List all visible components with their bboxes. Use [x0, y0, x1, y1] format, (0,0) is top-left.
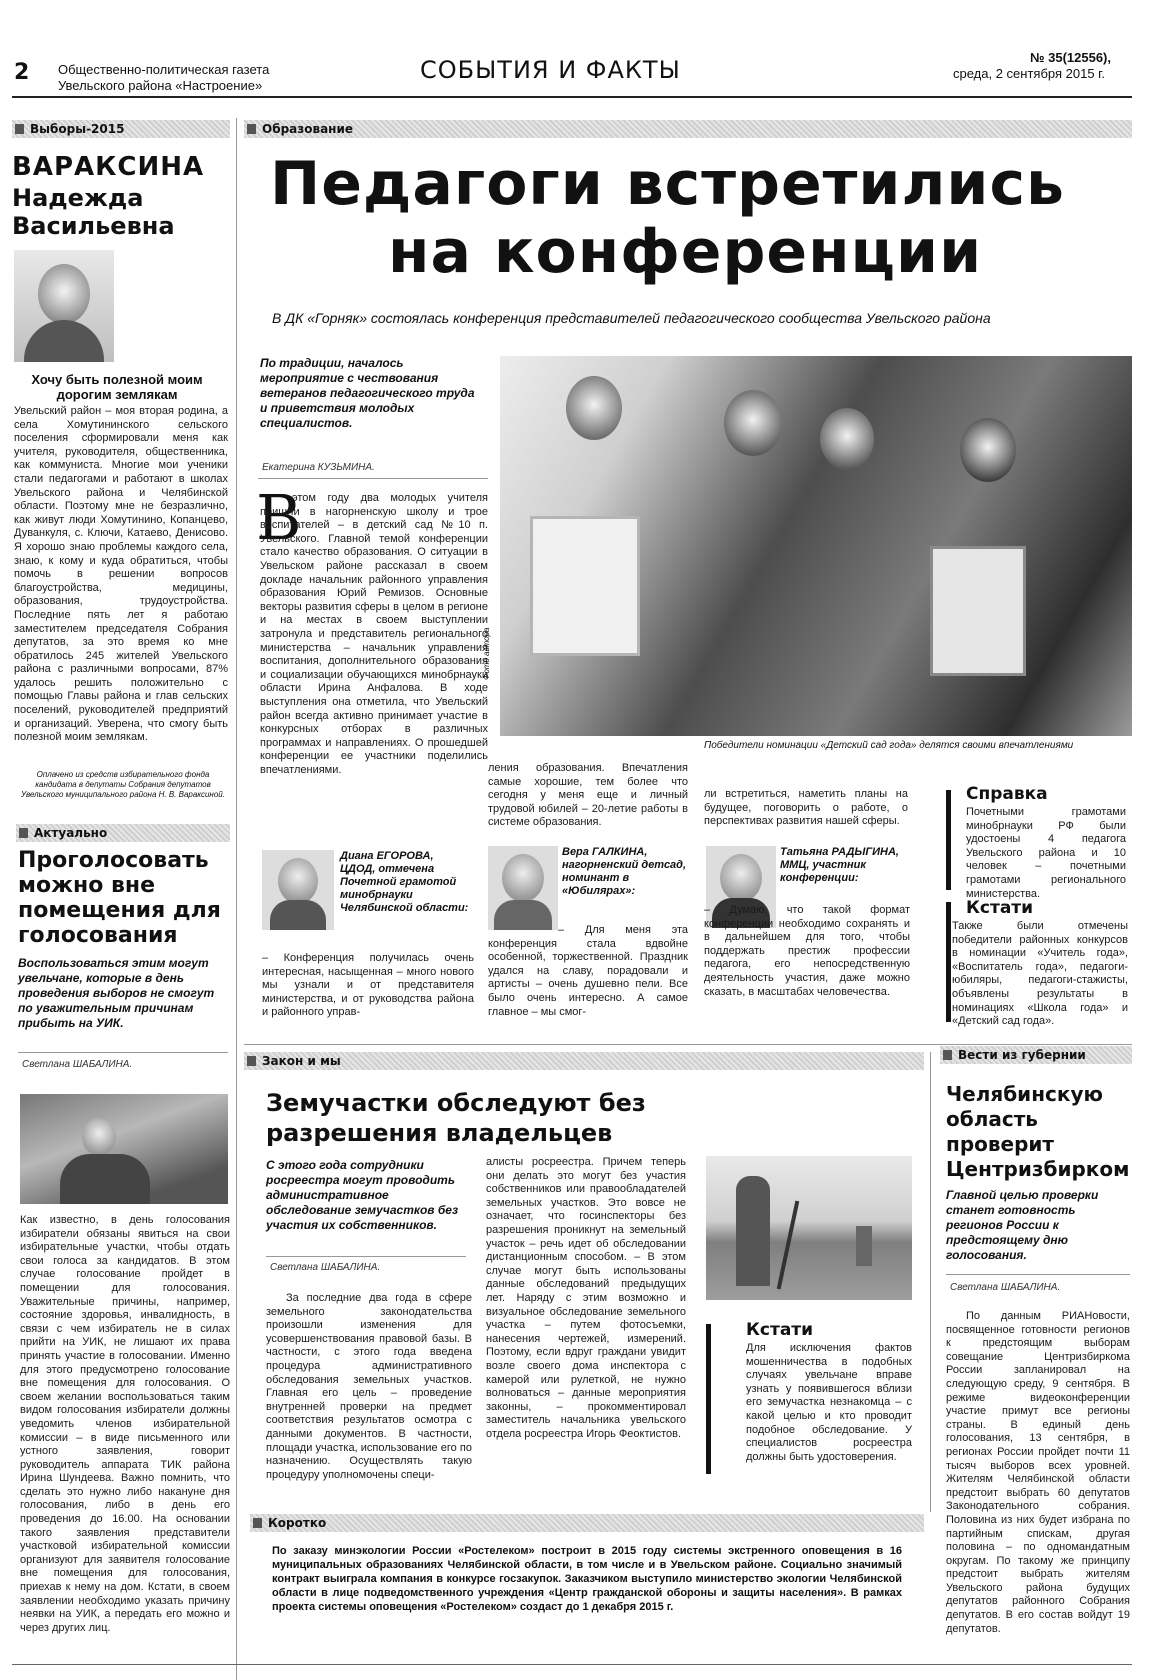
zakon-author-divider [266, 1256, 466, 1257]
candidate-patronymic: Васильевна [12, 212, 175, 240]
issue-date: среда, 2 сентября 2015 г. [953, 66, 1105, 81]
education-body-col1: этом году два молодых учителя пришли в нагорненскую школу и трое воспитателей – в детский сад №10 п. Увельского. Главной темой конференции стало качество образования. О ситуации в Увельском районе рассказал в своем докладе начальник районного управления образования Юрий Ремизов. Основные векторы развития сферы в целом в регионе и на местах в своем выступлении затронула и представитель регионального министерства – начальник управления воспитания, дополнительного образования и социализации обучающихся минобрнауки области Ирина Анфалова. В ходе выступления она отметила, что Увельский район всегда активно принимает участие в конкурсных отборах в различных программах и направлениях. О прошедшей конференции ее участники поделились впечатлениями. [260, 492, 488, 776]
rubric-gubernia-label: Вести из губернии [958, 1048, 1086, 1062]
rubric-korotko [250, 1514, 924, 1532]
education-body-col3: ли встретиться, наметить планы на будущее, поговорить о работе, о перспективах развития нашей сферы. [704, 788, 908, 828]
aktualno-body: Как известно, в день голосования избиратели обязаны явиться на свои избирательные участки, чтобы отдать свои голоса за кандидатов. В этом случае голосование пройдет в помещении для голосования. Уважительные причины, например, состояние здоровья, инвалидность, в связи с чем избиратель не в силах прийти на УИК, не лишают их права принять участие в голосовании. Именно для этого предусмотрено голосование вне помещения для голосования. О своем желании воспользоваться таким видом голосования избиратели должны уведомить членов избирательной комиссии – в виде письменного или устного заявления, говорит руководитель аппарата ТИК района Ирина Шундеева. Важно помнить, что сделать это нужно либо накануне дня голосования, либо в день его проведения до 16.00. На основании такого заявления представители участковой избирательной комиссии организуют для заявителя голосование вне помещения для голосования, приехав к нему на дом. Кстати, в своем заявлении необходимо указать причину неявки на УИК, а передать его можно и через других лиц. [20, 1214, 230, 1634]
gubernia-author-divider [946, 1274, 1130, 1275]
kstati-bar [946, 902, 951, 1022]
zakon-kstati-bar [706, 1324, 711, 1474]
korotko-text: По заказу минэкологии России «Ростелеком» построит в 2015 году системы экстренного оповещения в 16 муниципальных образованиях Челябинской области, в том числе и в Увельском районе. Социально значимый контракт выиграла компания в конкурсе госзакупок. Заказчиком выступило министерство экологии Челябинской области в лице подведомственного учреждения «Центр гражданской обороны и защиты населения». В рамках проекта системы оповещения «Ростелеком» создаст до 1 декабря 2015 г. [272, 1545, 902, 1613]
zakon-body-col2: алисты росреестра. Причем теперь они делать это могут без участия собственников или правообладателей земельных участков. Это вовсе не означает, что госинспекторы без разрешения проникнут на земельный участок – речь идет об обследовании дистанционным способом. – В этом случае могут быть использованы данные обследований предыдущих лет. Наряду с этим возможно и визуальное обследование земельного участка – путем фотосъемки, нанесения чертежей, измерений. Поэтому, если вдруг граждани увидит возле своего дома инспектора с камерой или рулеткой, не нужно волноваться – данные мероприятия законны, – прокомментировал заместитель начальника увельского отдела росреестра Игорь Феоктистов. [486, 1156, 686, 1440]
issue-number: № 35(12556), [1030, 50, 1111, 65]
candidate-surname: ВАРАКСИНА [12, 152, 205, 182]
education-body-col2: ления образования. Впечатления самые хорошие, тем более что сегодня у меня еще и личный трудовой юбилей – 20-летие работы в системе образования. [488, 762, 688, 829]
zakon-body-col1: За последние два года в сфере земельного законодательства произошли изменения для усовершенствования правовой базы. В частности, с этого года введена процедура административного обследования земельных участков. Главная его цель – проведение внутренней проверки на предмет соответствия результатов осмотра с данными документов. В частности, площади участка, использование его по назначению. Осуществлять такую процедуру уполномочены специ- [266, 1292, 472, 1481]
spravka-title: Справка [966, 784, 1048, 804]
education-main-photo [500, 356, 1132, 736]
rubric-zakon-label: Закон и мы [262, 1054, 341, 1068]
rubric-education [244, 120, 1132, 138]
spravka-bar [946, 790, 951, 890]
zakon-photo [706, 1156, 912, 1300]
education-title-line1: Педагоги встретились [270, 149, 1065, 219]
quote1-name: Диана ЕГОРОВА, ЦДОД, отмечена Почетной грамотой минобрнауки Челябинской области: [340, 850, 469, 914]
section-title: СОБЫТИЯ И ФАКТЫ [420, 56, 681, 84]
right-column-separator [930, 1052, 931, 1512]
rubric-zakon [244, 1052, 924, 1070]
paper-title-line1: Общественно-политическая газета [58, 62, 270, 77]
aktualno-lead: Воспользоваться этим могут увельчане, которые в день проведения выборов не смогут по уважительным причинам прибыть на УИК. [18, 956, 215, 1030]
education-dropcap: В [256, 481, 302, 554]
quote3-name: Татьяна РАДЫГИНА, ММЦ, участник конференции: [780, 846, 899, 884]
zakon-kstati-text: Для исключения фактов мошенничества в подобных случаях увельчане вправе узнать у появившегося вблизи его земучастка незнакомца – с какой целью и кто проводит подобное обследование. У специалистов росреестра должны быть удостоверения. [746, 1342, 912, 1463]
zakon-kstati-title: Кстати [746, 1320, 814, 1340]
gubernia-title: Челябинскую область проверит Центризбирком [946, 1082, 1130, 1181]
zakon-lead: С этого года сотрудники росреестра могут проводить административное обследование земучастков без участия их собственников. [266, 1158, 459, 1232]
education-title-line2: на конференции [388, 217, 983, 287]
quote3-text: – Думаю, что такой формат конференции необходимо сохранять и в дальнейшем для того, чтобы поддержать престиж профессии педагога, его непосредственную деятельность участия, даже можно сказать, в масштабах человечества. [704, 904, 910, 998]
aktualno-photo [20, 1094, 228, 1204]
zakon-title: Земучастки обследуют без разрешения владельцев [266, 1089, 646, 1147]
gubernia-author: Светлана ШАБАЛИНА. [950, 1282, 1061, 1293]
education-author-divider [258, 478, 488, 479]
aktualno-author: Светлана ШАБАЛИНА. [22, 1059, 133, 1070]
rubric-gubernia [940, 1046, 1132, 1064]
education-author: Екатерина КУЗЬМИНА. [262, 462, 375, 473]
header-rule [12, 96, 1132, 98]
paid-note: Оплачено из средств избирательного фонда кандидата в депутаты Собрания депутатов Увельского муниципального района Н. В. Вараксиной. [21, 770, 225, 799]
quote2-text: – Для меня эта конференция стала вдвойне особенной, торжественной. Праздник удался на славу, порадовали и артисты – очень душевно пели. Все было очень интересно. А самое главное – мы смог- [488, 924, 688, 1018]
education-lead: По традиции, началось мероприятие с чествования ветеранов педагогического труда и приветствия молодых специалистов. [260, 356, 475, 430]
gubernia-lead: Главной целью проверки станет готовность регионов России к предстоящему дню голосования. [946, 1188, 1099, 1262]
quote1-text: – Конференция получилась очень интересная, насыщенная – много нового мы узнали и от представителя министерства, и от руководства района и районного управ- [262, 952, 474, 1019]
aktualno-divider [18, 1052, 228, 1053]
kstati-title: Кстати [966, 898, 1034, 918]
rubric-vybory-label: Выборы-2015 [30, 122, 125, 136]
education-bottom-rule [244, 1044, 1132, 1045]
candidate-photo [14, 250, 114, 362]
quote1-photo [262, 850, 334, 930]
aktualno-title: Проголосовать можно вне помещения для голосования [18, 848, 221, 948]
rubric-vybory [12, 120, 230, 138]
paper-title-line2: Увельского района «Настроение» [58, 78, 263, 93]
candidate-first-name: Надежда [12, 184, 144, 212]
candidate-subhead: Хочу быть полезной моим дорогим землякам [31, 372, 203, 402]
candidate-body: Увельский район – моя вторая родина, а села Хомутининского сельского поселения сформировали меня как учителя, руководителя, общественника, как коммуниста. Многие мои ученики стали педагогами и работают в школах Увельского района и Челябинской области. Поэтому мне не безразлично, как живут люди Хомутинино, Копанцево, Дуванкуля, с. Ключи, Катаево, Денисово. Я хорошо знаю проблемы каждого села, знаю, к кому и куда обратиться, чтобы помочь в решении вопросов благоустройства, медицины, образования, трудоустройства. Последние пять лет я работаю заместителем председателя Собрания депутатов, за это время ко мне обратилось 245 жителей Увельского района с различными вопросами, 87% удалось решить положительно с помощью Главы района и глав сельских поселений, руководителей предприятий и организаций. Уверена, что смогу быть полезной моим землякам. [14, 405, 228, 744]
rubric-education-label: Образование [262, 122, 354, 136]
quote2-photo [488, 846, 558, 930]
rubric-aktualno [16, 824, 230, 842]
page-number: 2 [14, 60, 30, 85]
spravka-text: Почетными грамотами минобрнауки РФ были удостоены 4 педагога Увельского района и 10 человек – почетными грамотами регионального министерства. [966, 806, 1126, 900]
education-subtitle: В ДК «Горняк» состоялась конференция представителей педагогического сообщества Увельского района [272, 310, 991, 326]
photo-credit: Фото автора [482, 627, 491, 680]
rubric-korotko-label: Коротко [268, 1516, 327, 1530]
footer-rule [12, 1664, 1132, 1665]
kstati-text: Также были отмечены победители районных конкурсов в номинации «Учитель года», «Воспитатель года», педагоги-юбиляры, педагоги-стажисты, объявлены результаты в номинациях «Школа года» и «Детский сад года». [952, 920, 1128, 1028]
quote2-name: Вера ГАЛКИНА, нагорненский детсад, номинант в «Юбилярах»: [562, 846, 687, 897]
gubernia-body: По данным РИАНовости, посвященное готовности регионов к предстоящим выборам совещание Центризбиркома России запланировал на следующую среду, 9 сентября. В режиме видеоконференции участие примут все регионы страны. В единый день голосования, 13 сентября, в регионах России пройдет почти 11 тысяч выборов всех уровней. Жителям Челябинской области предстоит выбрать 60 депутатов Законодательного собрания. Половина из них будет избрана по партийным спискам, другая половина – по одномандатным округам. По такому же принципу предстоит выбрать жителям Увельского района будущих депутатов районного Собрания депутатов. В его состав войдут 19 депутатов. [946, 1310, 1130, 1635]
photo-caption: Победители номинации «Детский сад года» делятся своими впечатлениями [704, 740, 1074, 751]
zakon-author: Светлана ШАБАЛИНА. [270, 1262, 381, 1273]
left-column-separator [236, 118, 237, 1680]
rubric-aktualno-label: Актуально [34, 826, 108, 840]
